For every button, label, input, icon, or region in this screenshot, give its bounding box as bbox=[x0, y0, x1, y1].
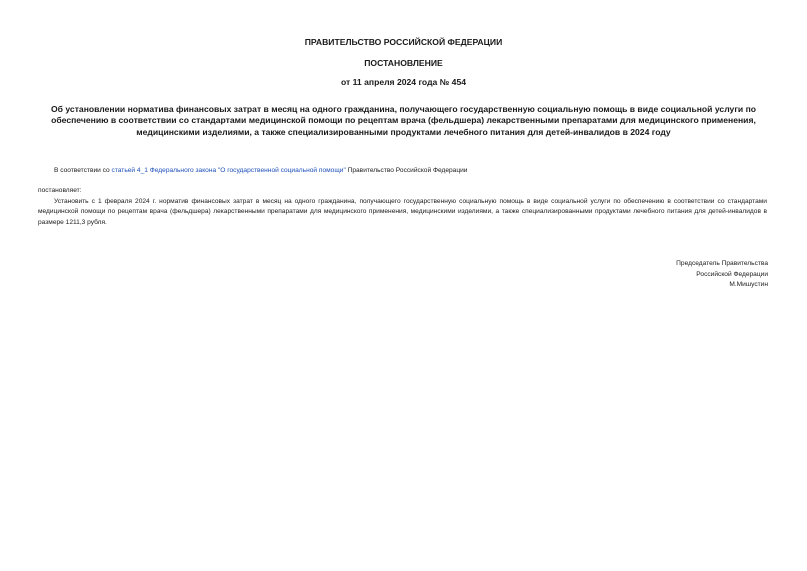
signature-block bbox=[676, 259, 768, 291]
preamble bbox=[54, 166, 774, 176]
document-date-number: от 11 апреля 2024 года № 454 bbox=[341, 77, 466, 87]
document-type: ПОСТАНОВЛЕНИЕ bbox=[364, 58, 443, 68]
resolves-word: постановляет: bbox=[38, 187, 82, 194]
preamble-suffix: Правительство Российской Федерации bbox=[345, 167, 468, 174]
law-article-link[interactable]: статьей 4_1 Федерального закона "О государственной социальной помощи" bbox=[111, 167, 346, 174]
document-title: Об установлении норматива финансовых затрат в месяц на одного гражданина, получающего государственную социальную помощь в виде социальной услуги по обеспечению в соответствии со стандартами медицинской помощи по рецептам врача (фельдшера) лекарственными препаратами для медицинского применения, медицинскими изделиями, а также специализированными продуктами лечебного питания для детей-инвалидов в 2024 году bbox=[50, 104, 757, 137]
issuing-authority: ПРАВИТЕЛЬСТВО РОССИЙСКОЙ ФЕДЕРАЦИИ bbox=[304, 37, 503, 47]
signatory-position-line2: Российской Федерации bbox=[696, 270, 768, 278]
signatory-name: М.Мишустин bbox=[729, 281, 768, 289]
resolution-paragraph: Установить с 1 февраля 2024 г. норматив финансовых затрат в месяц на одного гражданина, получающего государственную социальную помощь в виде социальной услуги по обеспечению в соответствии со стандартами медицинской помощи по рецептам врача (фельдшера) лекарственными препаратами для медицинского применения, медицинскими изделиями, а также специализированными продуктами лечебного питания для детей-инвалидов в размере 1211,3 рубля. bbox=[38, 198, 767, 226]
signatory-position-line1: Председатель Правительства bbox=[676, 260, 768, 267]
preamble-prefix: В соответствии со bbox=[54, 167, 112, 174]
